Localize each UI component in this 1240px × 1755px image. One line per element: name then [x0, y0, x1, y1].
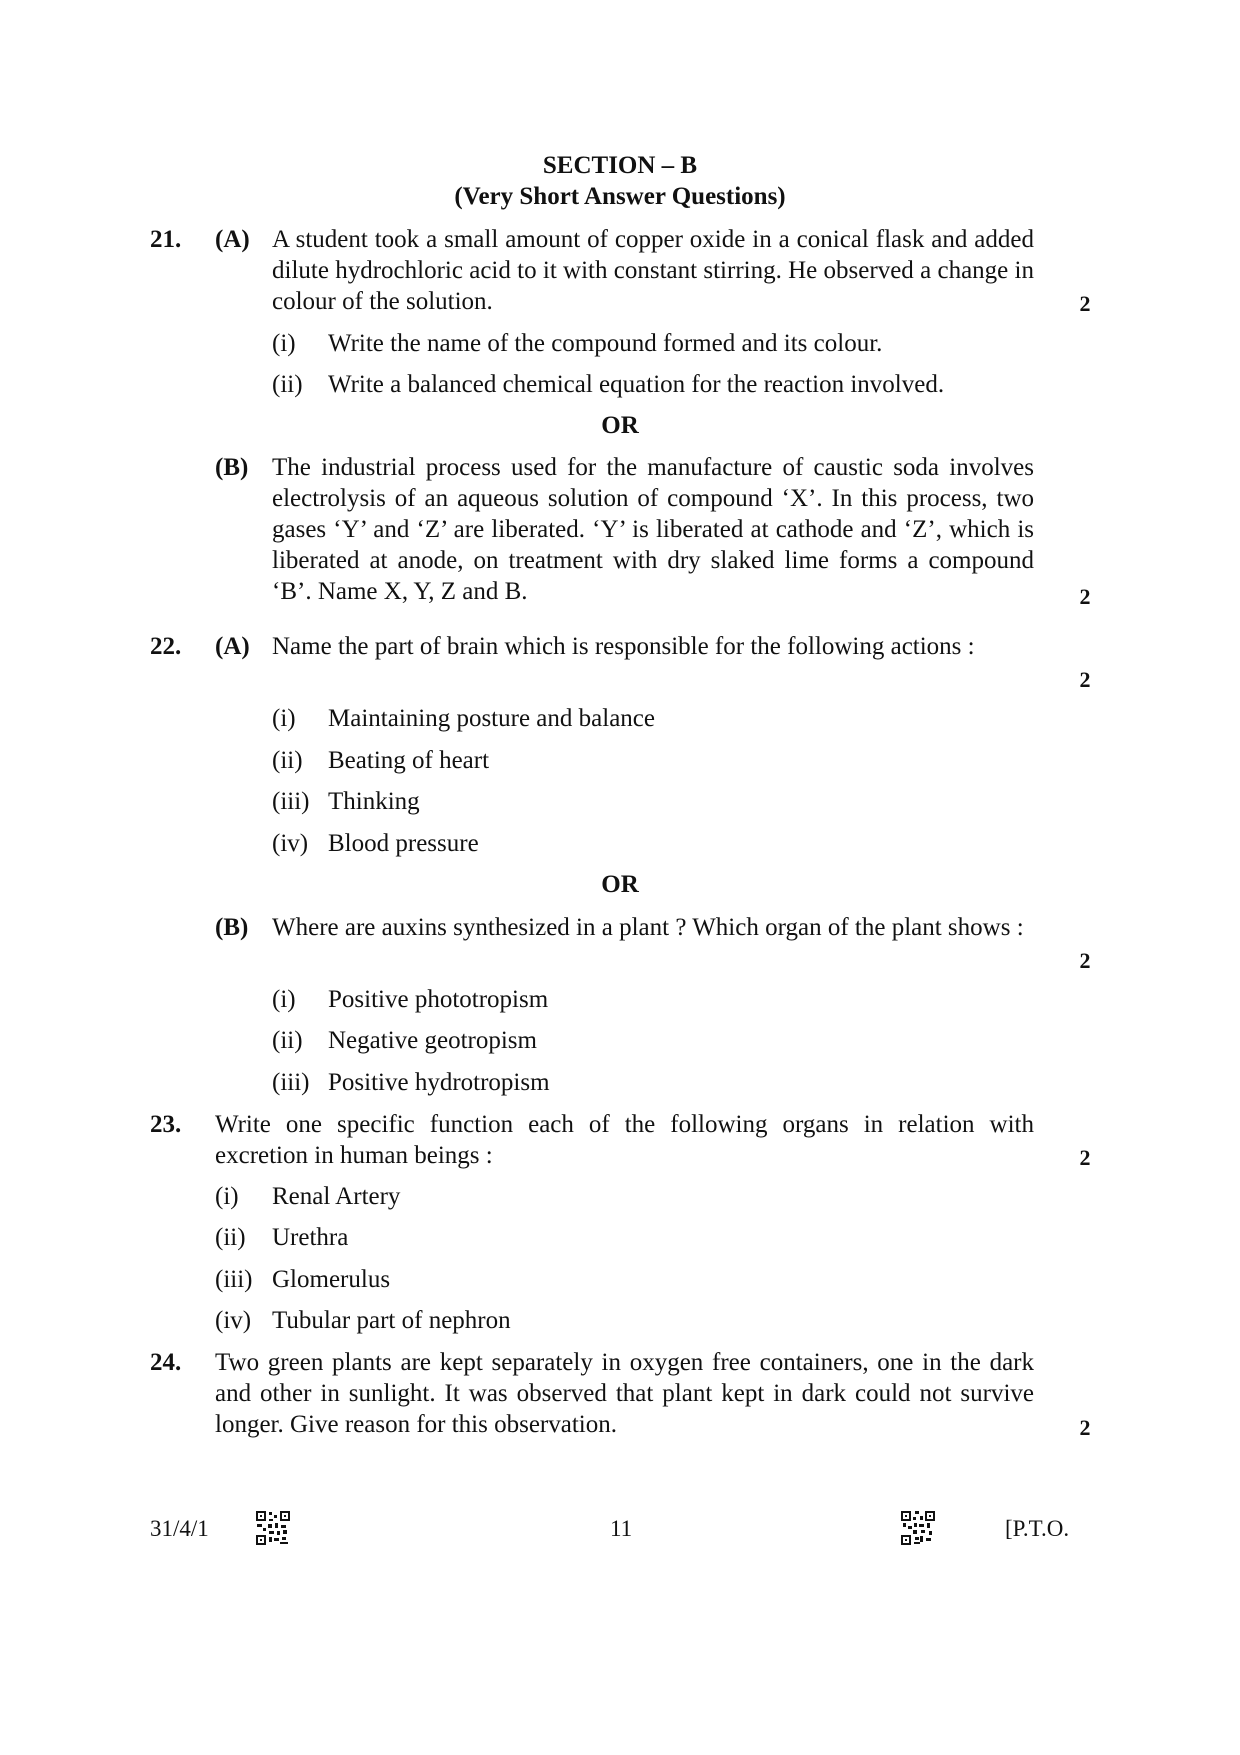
page-number: 11 — [610, 1516, 633, 1541]
q22-sub-i-label: (i) — [272, 705, 296, 732]
q22b-sub-iii-text: Positive hydrotropism — [328, 1069, 550, 1096]
q22-or-divider: OR — [601, 871, 639, 898]
paper-code: 31/4/1 — [150, 1516, 209, 1541]
question-number-22: 22. — [150, 633, 182, 660]
q21-part-a-text: A student took a small amount of copper oxide in a conical flask and added dilute hydrochloric acid to it with constant stirring. He observed a change in colour of the solution. — [272, 226, 1034, 315]
q21-part-b-label: (B) — [215, 454, 249, 481]
q23-sub-i-label: (i) — [215, 1183, 239, 1210]
q22-sub-iii-text: Thinking — [328, 788, 420, 815]
q22b-sub-iii-label: (iii) — [272, 1069, 310, 1096]
q24-text: Two green plants are kept separately in oxygen free containers, one in the dark and other in sunlight. It was observed that plant kept in dark could not survive longer. Give reason for this observation. — [215, 1349, 1034, 1438]
q22-sub-ii-text: Beating of heart — [328, 747, 490, 774]
q22-sub-iv-label: (iv) — [272, 830, 309, 857]
q21-part-a-label: (A) — [215, 226, 250, 253]
pto-label: [P.T.O. — [1005, 1516, 1070, 1541]
q24-marks: 2 — [1079, 1415, 1091, 1440]
q23-sub-ii-text: Urethra — [272, 1224, 349, 1251]
q22-part-a-text: Name the part of brain which is responsible for the following actions : — [272, 633, 975, 660]
q23-sub-iii-text: Glomerulus — [272, 1266, 391, 1293]
q22-sub-ii-label: (ii) — [272, 747, 303, 774]
q21-sub-ii-text: Write a balanced chemical equation for the reaction involved. — [328, 371, 945, 398]
q22-part-b-label: (B) — [215, 914, 249, 941]
section-subtitle: (Very Short Answer Questions) — [454, 183, 786, 210]
q23-sub-iv-text: Tubular part of nephron — [272, 1307, 511, 1334]
question-number-23: 23. — [150, 1111, 182, 1138]
q22-sub-iii-label: (iii) — [272, 788, 310, 815]
q22-part-a-label: (A) — [215, 633, 250, 660]
q22b-sub-i-text: Positive phototropism — [328, 986, 549, 1013]
q22-part-a-marks: 2 — [1079, 667, 1091, 692]
q22-sub-iv-text: Blood pressure — [328, 830, 479, 857]
q21-sub-i-label: (i) — [272, 330, 296, 357]
q21-part-b-text: The industrial process used for the manufacture of caustic soda involves electrolysis of an aqueous solution of compound ‘X’. In this process, two gases ‘Y’ and ‘Z’ are liberated. ‘Y’ is liberated at cathode and ‘Z’, which is liberated at anode, on treatment with dry slaked lime forms a compound ‘B’. Name X, Y, Z and B. — [272, 454, 1034, 605]
q21-or-divider: OR — [601, 412, 639, 439]
q22b-sub-ii-label: (ii) — [272, 1027, 303, 1054]
section-title: SECTION – B — [542, 152, 698, 179]
q22b-sub-i-label: (i) — [272, 986, 296, 1013]
question-number-21: 21. — [150, 226, 182, 253]
question-number-24: 24. — [150, 1349, 182, 1376]
q23-marks: 2 — [1079, 1145, 1091, 1170]
qr-code-icon — [255, 1510, 291, 1546]
q21-sub-ii-label: (ii) — [272, 371, 303, 398]
q22b-sub-ii-text: Negative geotropism — [328, 1027, 537, 1054]
q23-sub-ii-label: (ii) — [215, 1224, 246, 1251]
q23-text: Write one specific function each of the following organs in relation with excretion in human beings : — [215, 1111, 1034, 1169]
q23-sub-iv-label: (iv) — [215, 1307, 252, 1334]
q23-sub-iii-label: (iii) — [215, 1266, 253, 1293]
q21-sub-i-text: Write the name of the compound formed and its colour. — [328, 330, 883, 357]
q21-part-b-marks: 2 — [1079, 584, 1091, 609]
qr-code-icon — [900, 1510, 936, 1546]
q21-part-a-marks: 2 — [1079, 291, 1091, 316]
q22-part-b-text: Where are auxins synthesized in a plant ? Which organ of the plant shows : — [272, 914, 1024, 941]
q23-sub-i-text: Renal Artery — [272, 1183, 401, 1210]
q22-part-b-marks: 2 — [1079, 948, 1091, 973]
q22-sub-i-text: Maintaining posture and balance — [328, 705, 655, 732]
